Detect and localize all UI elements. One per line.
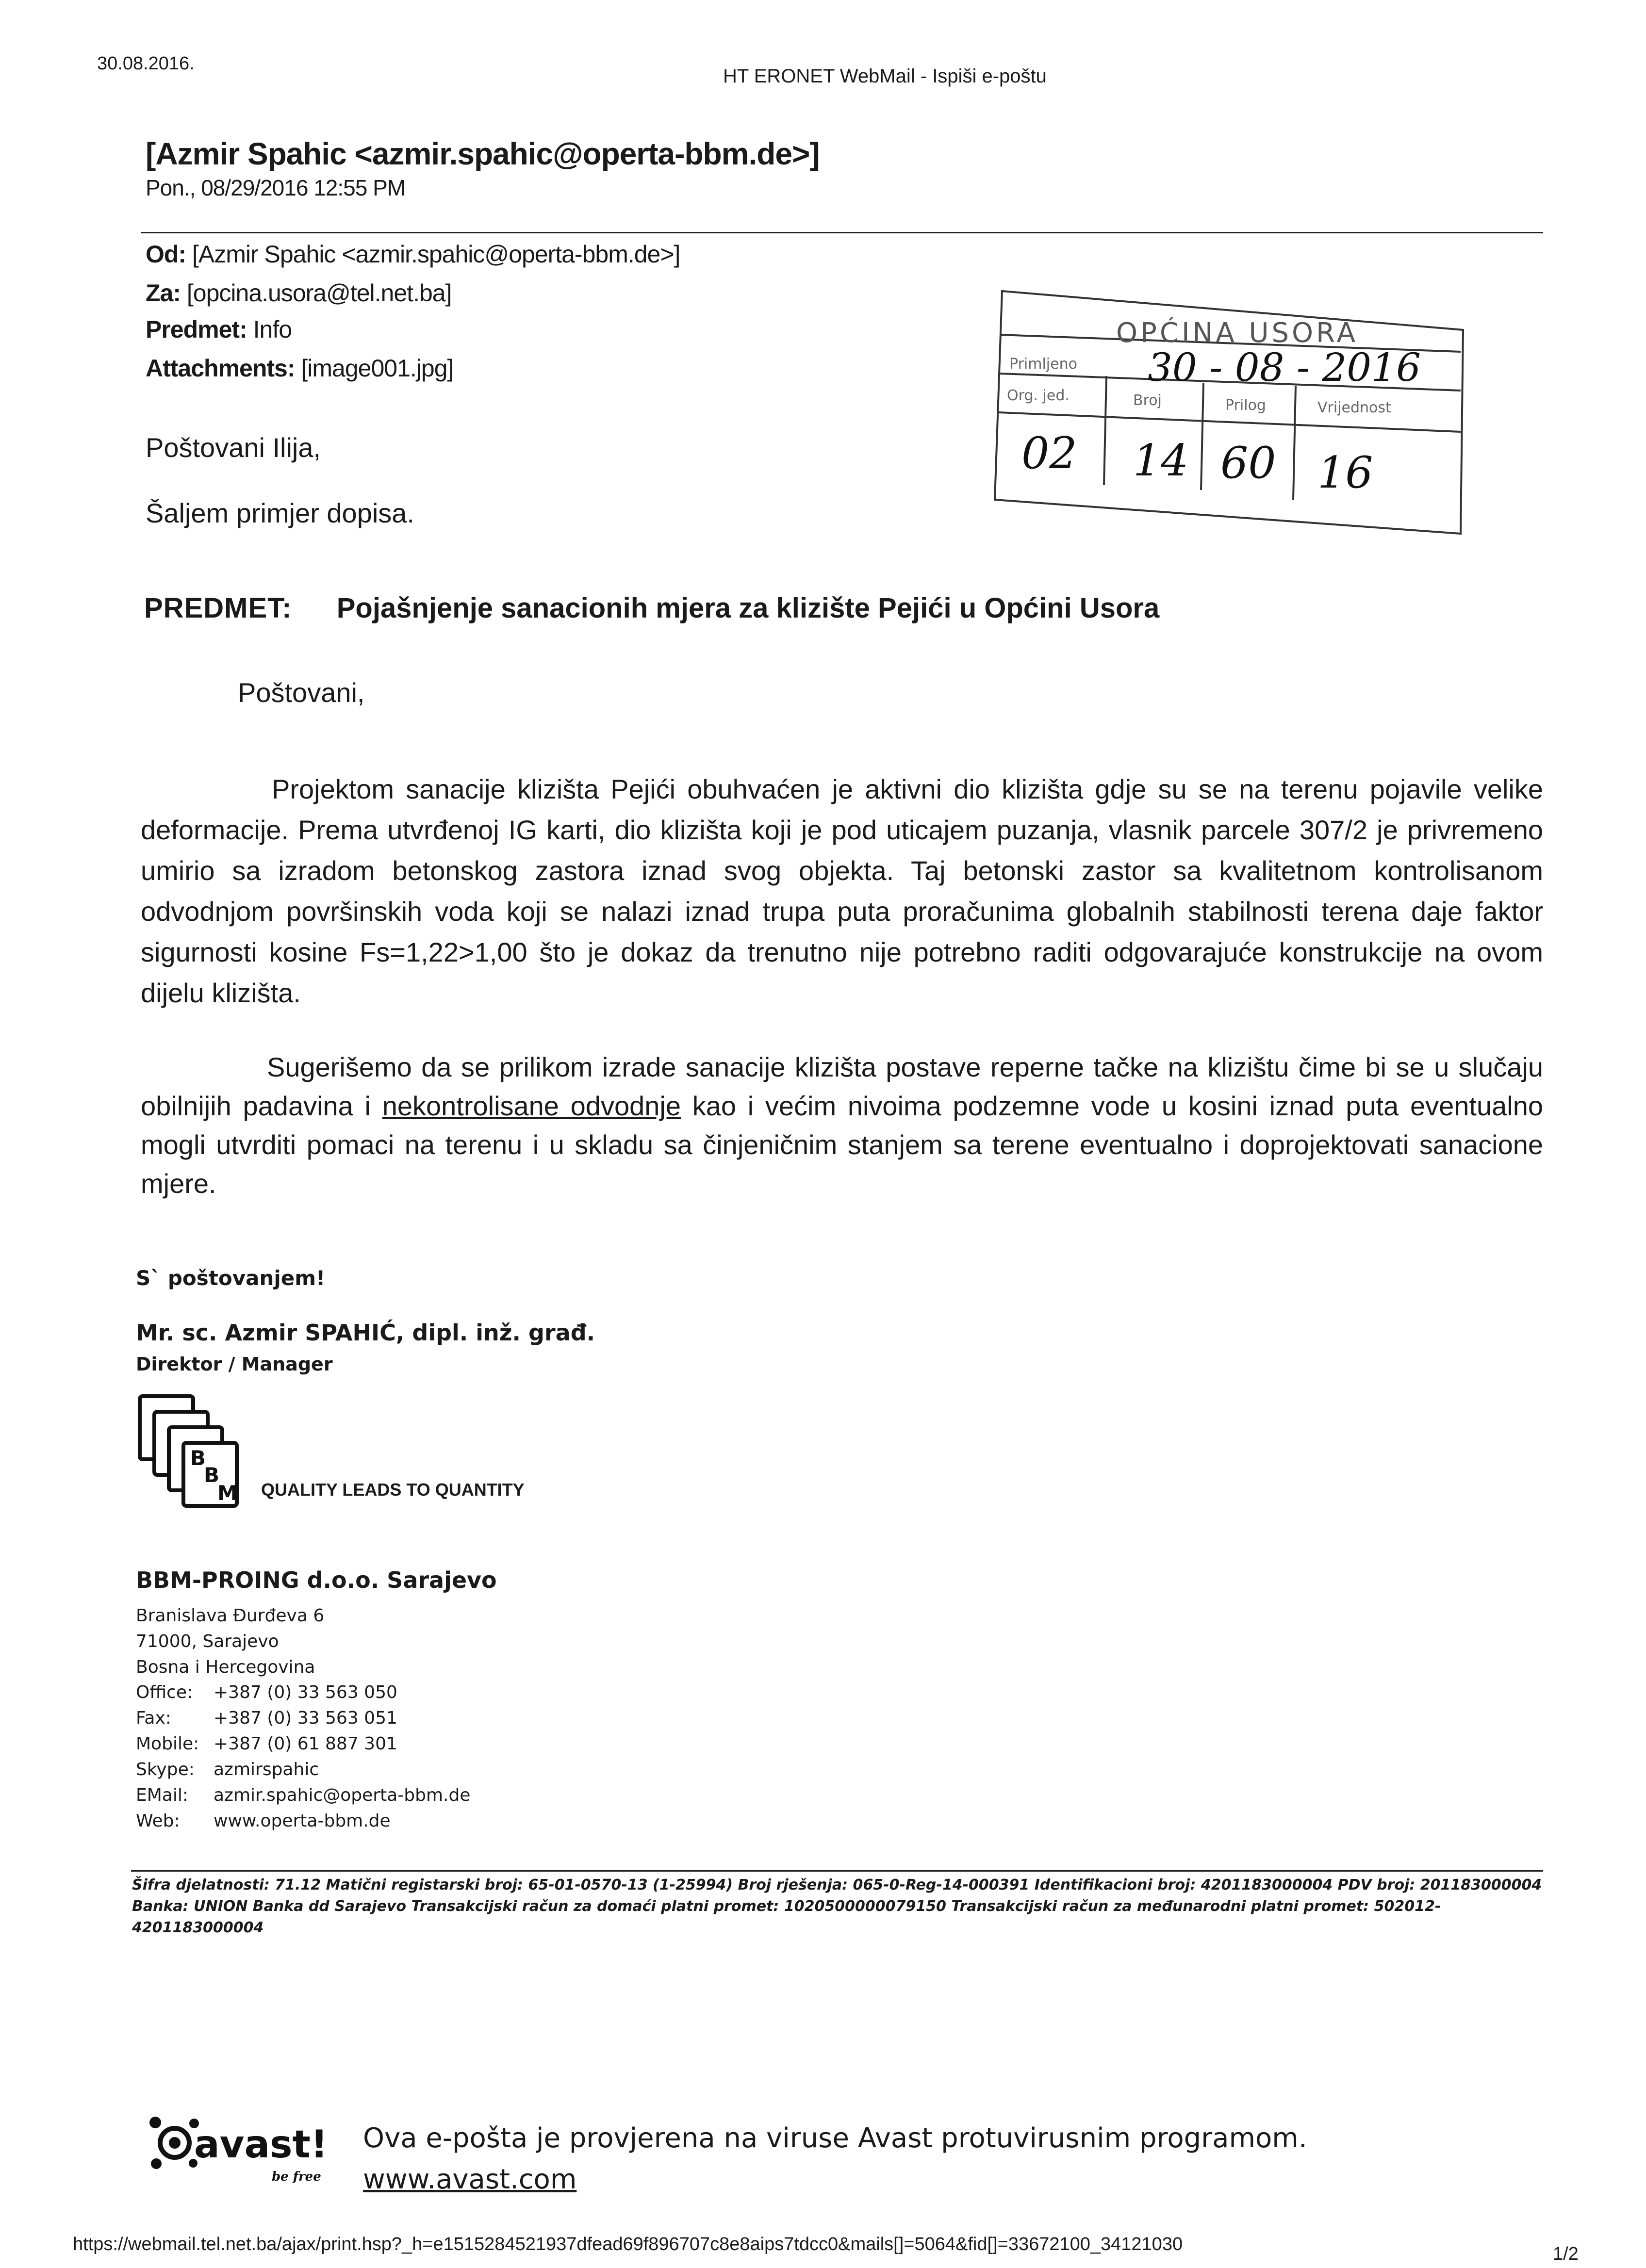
- contact-skype-value: azmirspahic: [214, 1760, 319, 1779]
- contact-mobile-value: +387 (0) 61 887 301: [214, 1734, 397, 1754]
- subject-value: Info: [253, 316, 292, 343]
- letter-paragraph-2-end: kao i većim nivoima podzemne vode u kosini iznad puta eventualno mogli utvrditi pomaci na terenu i u skladu sa činjeničnim stanjem sa terene eventualno i doprojektovati sanacione mjere.: [141, 1091, 1543, 1199]
- letter-paragraph-2-underlined: nekontrolisane odvodnje: [382, 1091, 681, 1121]
- letter-subject: [144, 592, 1159, 624]
- stamp-number: 14: [1133, 435, 1189, 486]
- letter-paragraph-2-start: Sugerišemo da se prilikom izrade sanacije klizišta postave reperne tačke na klizištu čime bi se u slučaju obilnijih padavina i: [141, 1052, 1543, 1121]
- contact-fax-label: Fax:: [136, 1708, 171, 1728]
- avast-logo: [146, 2113, 340, 2186]
- to-label: Za:: [146, 279, 181, 307]
- attachments-label: Attachments:: [146, 355, 295, 382]
- print-url: https://webmail.tel.net.ba/ajax/print.hsp?_h=e1515284521937dfead69f896707c8e8aips7tdcc0&mails[]=5064&fid[]=33672100_34121030: [73, 2234, 1183, 2254]
- from-row: [146, 240, 680, 268]
- stamp-received-label: Primljeno: [1009, 356, 1077, 373]
- address-line-1: Branislava Đurđeva 6: [136, 1606, 325, 1626]
- stamp-attachment-label: Prilog: [1225, 397, 1266, 414]
- company-tagline: QUALITY LEADS TO QUANTITY: [261, 1480, 525, 1500]
- stamp-attachment: 60: [1220, 438, 1276, 489]
- bbm-logo: [136, 1392, 247, 1514]
- email-intro: Šaljem primjer dopisa.: [146, 498, 414, 528]
- signature-closing: S` poštovanjem!: [136, 1266, 326, 1290]
- company-footer-line-2: Banka: UNION Banka dd Sarajevo Transakcijski račun za domaći platni promet: 1020500000079150 Transakcijski račun za međunarodni platni promet: 502012-: [132, 1898, 1441, 1915]
- to-row: [146, 279, 451, 307]
- signature-role: Direktor / Manager: [136, 1354, 333, 1375]
- stamp-value-label: Vrijednost: [1317, 399, 1391, 416]
- avast-slogan: be free: [272, 2170, 321, 2184]
- logo-letter-m: M: [217, 1481, 238, 1505]
- avast-link[interactable]: www.avast.com: [363, 2164, 577, 2195]
- to-value: [opcina.usora@tel.net.ba]: [186, 279, 452, 307]
- subject-row: [146, 315, 292, 343]
- address-line-2: 71000, Sarajevo: [136, 1632, 279, 1651]
- letter-salutation: Poštovani,: [238, 677, 365, 708]
- contact-skype: [136, 1760, 319, 1779]
- letter-paragraph-2: [141, 1048, 1543, 1203]
- contact-office-label: Office:: [136, 1682, 193, 1702]
- stamp-org-unit: 02: [1021, 428, 1077, 479]
- contact-mobile-label: Mobile:: [136, 1734, 199, 1754]
- avast-message: Ova e-pošta je provjerena na viruse Avast protuvirusnim programom.: [363, 2122, 1307, 2154]
- email-greeting: Poštovani Ilija,: [146, 432, 321, 463]
- company-footer-line-1: Šifra djelatnosti: 71.12 Matični registarski broj: 65-01-0570-13 (1-25994) Broj rješenja: 065-0-Reg-14-000391 Identifikacioni broj: 4201183000004 PDV broj: 201183000004: [132, 1876, 1542, 1893]
- contact-office-value: +387 (0) 33 563 050: [214, 1682, 397, 1702]
- print-title: HT ERONET WebMail - Ispiši e-poštu: [723, 65, 1047, 87]
- registry-stamp: [988, 272, 1468, 543]
- logo-letter-b2: B: [204, 1463, 220, 1487]
- contact-email-link[interactable]: azmir.spahic@operta-bbm.de: [214, 1785, 471, 1805]
- letter-subject-text: Pojašnjenje sanacionih mjera za klizište Pejići u Općini Usora: [336, 592, 1160, 624]
- company-name: BBM-PROING d.o.o. Sarajevo: [136, 1567, 497, 1593]
- stamp-number-label: Broj: [1133, 392, 1162, 409]
- letter-subject-label: PREDMET:: [144, 592, 292, 624]
- contact-mobile: [136, 1734, 397, 1754]
- footer-divider: [131, 1870, 1543, 1872]
- contact-web: [136, 1811, 391, 1831]
- contact-email-label: EMail:: [136, 1785, 188, 1805]
- signature-name: Mr. sc. Azmir SPAHIĆ, dipl. inž. građ.: [136, 1320, 595, 1346]
- sent-date: Pon., 08/29/2016 12:55 PM: [146, 175, 406, 200]
- header-divider: [141, 232, 1543, 233]
- stamp-org: OPĆINA USORA: [1116, 317, 1359, 349]
- stamp-value: 16: [1317, 447, 1373, 498]
- from-label: Od:: [146, 241, 186, 268]
- stamp-org-unit-label: Org. jed.: [1007, 387, 1070, 404]
- address-line-3: Bosna i Hercegovina: [136, 1657, 315, 1677]
- attachments-row: [146, 354, 453, 382]
- page-number: 1/2: [1553, 2244, 1579, 2264]
- contact-fax-value: +387 (0) 33 563 051: [214, 1708, 397, 1728]
- subject-label: Predmet:: [146, 316, 247, 343]
- sender-display: [Azmir Spahic <azmir.spahic@operta-bbm.de>]: [146, 136, 820, 171]
- print-date: 30.08.2016.: [97, 53, 195, 74]
- from-value: [Azmir Spahic <azmir.spahic@operta-bbm.de>]: [192, 241, 680, 268]
- company-footer-line-3: 4201183000004: [132, 1919, 264, 1936]
- stamp-received-date: 30 - 08 - 2016: [1148, 345, 1421, 390]
- contact-web-label: Web:: [136, 1811, 180, 1831]
- contact-web-link[interactable]: www.operta-bbm.de: [214, 1811, 391, 1831]
- contact-office: [136, 1682, 397, 1702]
- contact-fax: [136, 1708, 397, 1728]
- attachments-value[interactable]: [image001.jpg]: [301, 355, 454, 382]
- contact-skype-label: Skype:: [136, 1760, 195, 1779]
- logo-letter-b1: B: [190, 1446, 206, 1470]
- contact-email: [136, 1785, 470, 1805]
- avast-brand: avast!: [194, 2123, 328, 2167]
- letter-paragraph-1: Projektom sanacije klizišta Pejići obuhvaćen je aktivni dio klizišta gdje su se na terenu pojavile velike deformacije. Prema utvrđenoj IG karti, dio klizišta koji je pod uticajem puzanja, vlasnik parcele 307/2 je privremeno umirio sa izradom betonskog zastora iznad svog objekta. Taj betonski zastor sa kvalitetnom kontrolisanom odvodnjom površinskih voda koji se nalazi iznad trupa puta proračunima globalnih stabilnosti terena daje faktor sigurnosti kosine Fs=1,22>1,00 što je dokaz da trenutno nije potrebno raditi odgovarajuće konstrukcije na ovom dijelu klizišta.: [141, 774, 1543, 1008]
